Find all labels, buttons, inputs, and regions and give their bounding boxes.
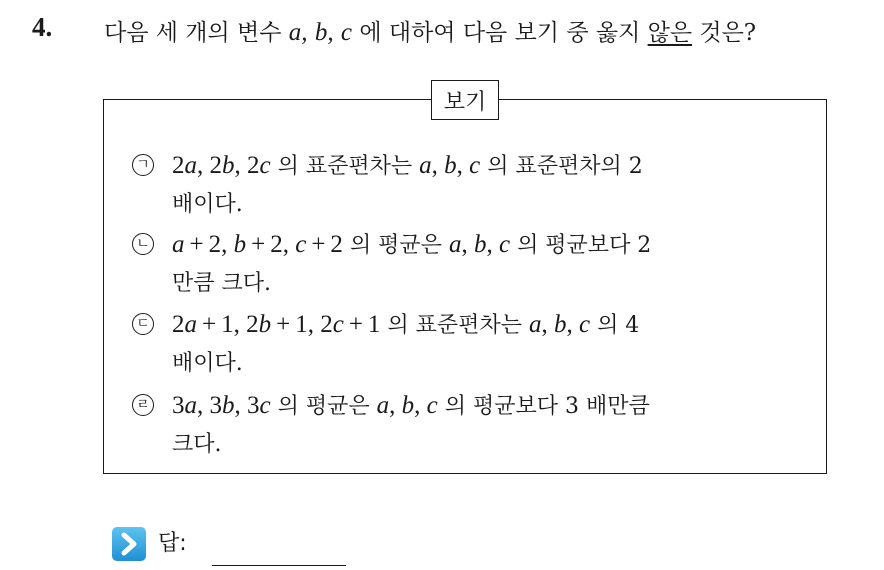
question-emphasis: 않은: [647, 20, 693, 46]
option-line-2: [172, 225, 651, 265]
option-math-4: 3a, 3b, 3c: [172, 392, 271, 419]
chevron-right-icon: [112, 527, 146, 561]
question-prefix: 다음 세 개의 변수: [104, 20, 282, 46]
option-marker-3: ㄷ: [132, 313, 154, 335]
option-continuation-2: 만큼 크다.: [172, 271, 271, 296]
variable-c: c: [340, 19, 353, 46]
option-continuation-3: 배이다.: [172, 351, 243, 376]
answer-blank[interactable]: [212, 565, 346, 566]
options-box-label: 보기: [431, 80, 499, 120]
option-line-3: [172, 305, 639, 345]
option-marker-1: ㄱ: [132, 154, 154, 176]
option-continuation-4: 크다.: [172, 432, 222, 457]
option-math2-4: a, b, c: [376, 392, 438, 419]
question-middle: 에 대하여 다음 보기 중 옳지: [359, 20, 641, 46]
option-math-2: a + 2, b + 2, c + 2: [172, 231, 343, 258]
option-math2-1: a, b, c: [419, 152, 481, 179]
option-text2-4: 의 평균보다 3 배만큼: [444, 394, 650, 419]
option-math2-3: a, b, c: [528, 311, 591, 338]
question-suffix: 것은?: [699, 20, 757, 46]
option-math2-2: a, b, c: [448, 231, 511, 258]
option-marker-4: ㄹ: [132, 394, 154, 416]
option-text-1: 의 표준편차는: [277, 154, 413, 179]
variable-b: b,: [314, 19, 334, 46]
question-number: 4.: [32, 12, 53, 42]
option-text-2: 의 평균은: [349, 233, 442, 258]
option-line-4: [172, 386, 650, 426]
answer-label: 답:: [158, 531, 187, 556]
option-continuation-1: 배이다.: [172, 192, 243, 217]
option-text-4: 의 평균은: [277, 394, 370, 419]
option-text2-2: 의 평균보다 2: [517, 233, 652, 258]
question-text: [104, 14, 756, 47]
variable-a: a,: [288, 19, 308, 46]
option-line-1: [172, 146, 643, 186]
option-marker-2: ㄴ: [132, 233, 154, 255]
option-text2-1: 의 표준편차의 2: [487, 154, 643, 179]
option-text2-3: 의 4: [597, 313, 640, 338]
option-text-3: 의 표준편차는: [387, 313, 522, 338]
option-math-1: 2a, 2b, 2c: [172, 152, 271, 179]
option-math-3: 2a + 1, 2b + 1, 2c + 1: [172, 311, 381, 338]
